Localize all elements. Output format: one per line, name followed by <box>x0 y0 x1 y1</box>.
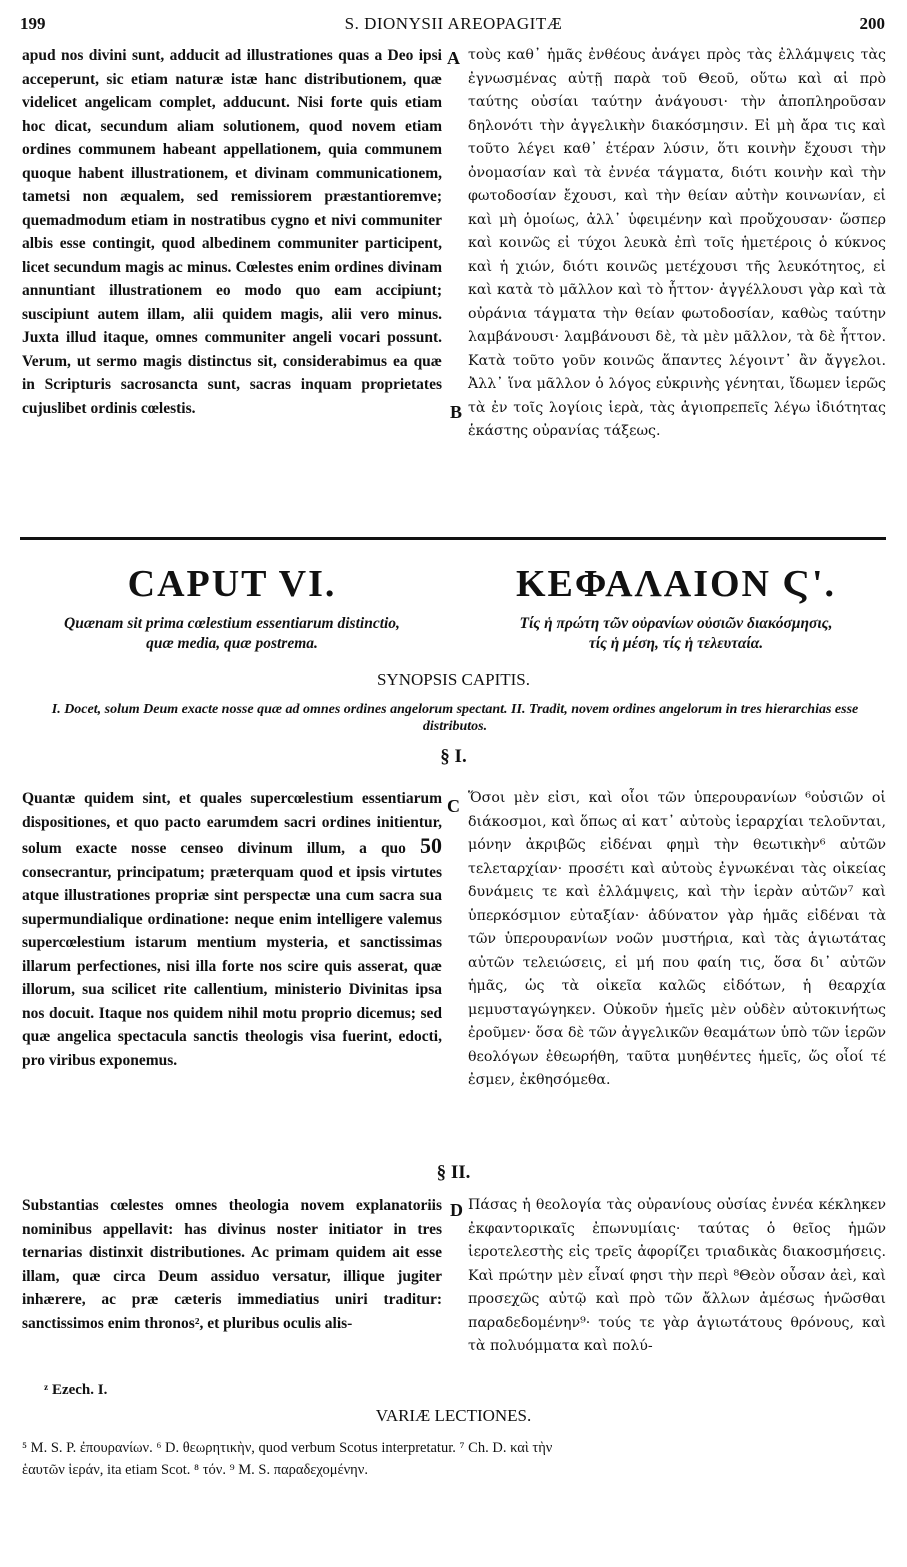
greek-chapter-subtitle-2: τίς ἡ μέση, τίς ἡ τελευταία. <box>588 635 764 652</box>
synopsis-text: I. Docet, solum Deum exacte nosse quæ ad omnes ordines angelorum spectant. II. Tradit, novem ordines angelorum in tres hierarchias esse distributos. <box>51 702 859 734</box>
latin-chapter-title: CAPUT VI. <box>127 563 337 605</box>
latin-section-ii: Substantias cœlestes omnes theologia novem explanatoriis nominibus appellavit: has divinus noster initiator in tres ternarias distinxit distributiones. Ac primam quidem ait esse illam, quæ circa Deum assiduo versatur, illique jugiter inhærere, ac præ cæteris immediatius uniri traditur: sanctissimos enim thronos², et pluribus oculis alis- <box>22 1197 442 1332</box>
footnote: ᶻ Ezech. I. <box>44 1382 108 1398</box>
section-ii-heading: § II. <box>436 1162 471 1183</box>
margin-marker-d: D <box>450 1200 463 1220</box>
variae-line-2: ἑαυτῶν ἱεράν, ita etiam Scot. ⁸ τόν. ⁹ M. S. παραδεχομένην. <box>22 1462 368 1478</box>
latin-continuation: apud nos divini sunt, adducit ad illustrationes quas a Deo ipsi acceperunt, sic etiam naturæ istæ hanc distributionem, quæ videlicet angelicam complet, adducunt. Nisi forte quis etiam hoc dicat, secundum aliam solutionem, quod novem etiam ordines communem habeant appellationem, quia communem quoque habent illustrationem, et divinam communicationem, tametsi non æqualem, sed remissiorem præstantioremve; quemadmodum etiam in nostratibus cygno et nivi communiter albis esse contingit, quod albedinem communiter participent, licet secundum magis ac minus. Cœlestes enim ordines divinam annuntiant illustrationem eo modo quo eam accipiunt; suscipiunt autem illam, alii quidem magis, alii vero minus. Juxta illud itaque, omnes communiter angeli vocari possunt. Verum, ut sermo magis distinctus sit, considerabimus ea quæ in Scripturis sacrosancta sunt, sacras inquam proprietates cujuslibet ordinis cœlestis. <box>22 47 442 417</box>
greek-continuation: τοὺς καθ᾽ ἡμᾶς ἐνθέους ἀνάγει πρὸς τὰς ἐλλάμψεις τὰς ἐγνωσμένας αὐτῇ παρὰ τοῦ Θεοῦ, οὕτω καὶ αἱ πρὸ ταύτης οὐσίαι ταύτην ἀνάγουσι· τὴν ἀποπληροῦσαν δηλονότι τὴν ἀγγελικὴν διακόσμησιν. Εἰ μὴ ἄρα τις καὶ τοῦτο λέγει καθ᾽ ἑτέραν λύσιν, ὅτι κοινὴν ἔχουσι τὴν ὀνομασίαν καὶ τὰ ἐννέα τάγματα, διότι κοινὴν καὶ τὴν φωτοδοσίαν ἔχουσι, καὶ τὴν θείαν αὐτὴν κοινωνίαν, εἰ καὶ μὴ ὁμοίως, ἀλλ᾽ ὑφειμένην καὶ προὔχουσαν· ὥσπερ καὶ κοινῶς εἰ τύχοι λευκὰ ἐπὶ τοῖς ἡμετέροις ὁ κύκνος καὶ ἡ χιών, διότι κοινῶς μετέχουσι τῆς λευκότητος, εἰ καὶ κατὰ τὸ μᾶλλον καὶ τὸ ἧττον· ἀγγέλλουσι γὰρ καὶ τὰ οὐράνια τάγματα τὴν θείαν φωτοδοσίαν, καθὼς ταύτην λαμβάνουσι· λαμβάνουσι δὲ, τὰ μὲν μᾶλλον, τὰ δὲ ἧττον. Κατὰ τοῦτο γοῦν κοινῶς ἅπαντες λέγοιντ᾽ ἂν ἄγγελοι. Ἀλλ᾽ ἵνα μᾶλλον ὁ λόγος εὐκρινὴς γένηται, ἴδωμεν ἱερῶς τὰ ἐν τοῖς λογίοις ἱερὰ, τὰς ἁγιοπρεπεῖς λέγω ἰδιότητας ἑκάστης οὐρανίας τάξεως. <box>468 47 886 439</box>
margin-marker-c: C <box>447 796 460 816</box>
greek-section-i: Ὅσοι μὲν εἰσι, καὶ οἷοι τῶν ὑπερουρανίων ⁶οὐσιῶν οἱ διάκοσμοι, καὶ ὅπως αἱ κατ᾽ αὐτοὺς ἱεραρχίαι τελοῦνται, μόνην ἀκριβῶς εἰδέναι φημὶ τὴν θεωτικὴν⁶ αὐτῶν τελεταρχίαν· προσέτι καὶ αὐτοὺς ἐγνωκέναι τὰς οἰκείας δυνάμεις τε καὶ ἐλλάμψεις, καὶ τὴν ἱερὰν αὐτῶν⁷ καὶ ὑπερκόσμιον εὐταξίαν· ἀδύνατον γὰρ ἡμᾶς εἰδέναι τὰ τῶν ὑπερουρανίων νοῶν μυστήρια, καὶ τὰς ἁγιωτάτας αὐτῶν τελειώσεις, εἰ μή που φαίη τις, ὅσα δι᾽ αὐτῶν ἡμᾶς, ὡς τὰ οἰκεῖα καλῶς εἰδότων, ἡ θεαρχία μεμυσταγώγηκεν. Οὐκοῦν ἡμεῖς μὲν οὐδὲν αὐτοκινήτως ἐροῦμεν· ὅσα δὲ τῶν ἀγγελικῶν θεαμάτων ὑπὸ τῶν ἱερῶν θεολόγων ἐθεωρήθη, ταῦτα μυηθέντες ἡμεῖς, ὥς οἷοί τέ ἐσμεν, ἐκθησόμεθα. <box>468 790 886 1088</box>
variae-heading: VARIÆ LECTIONES. <box>375 1406 532 1425</box>
synopsis-heading: SYNOPSIS CAPITIS. <box>376 670 531 689</box>
greek-chapter-subtitle-1: Τίς ἡ πρώτη τῶν οὐρανίων οὐσιῶν διακόσμησις, <box>519 615 833 632</box>
running-title: S. DIONYSII AREOPAGITÆ <box>344 14 563 33</box>
section-i-heading: § I. <box>440 746 467 767</box>
latin-chapter-subtitle-1: Quænam sit prima cœlestium essentiarum distinctio, <box>64 615 400 632</box>
chapter-rule <box>20 537 886 540</box>
latin-chapter-subtitle-2: quæ media, quæ postrema. <box>146 635 318 652</box>
greek-chapter-title: ΚΕΦΑΛΑΙΟΝ Ϛ'. <box>515 563 837 605</box>
greek-section-ii: Πάσας ἡ θεολογία τὰς οὐρανίους οὐσίας ἐννέα κέκληκεν ἐκφαντορικαῖς ἐπωνυμίαις· ταύτας ὁ θεῖος ἡμῶν ἱεροτελεστὴς εἰς τρεῖς ἀφορίζει τριαδικὰς διακοσμήσεις. Καὶ πρώτην μὲν εἶναί φησι τὴν περὶ ⁸Θεὸν οὖσαν ἀεὶ, καὶ προσεχῶς αὐτῷ καὶ πρὸ τῶν ἄλλων ἀμέσως ἡνῶσθαι παραδεδομένην⁹· τούς τε γὰρ ἁγιωτάτους θρόνους, καὶ τὰ πολυόμματα καὶ πολύ- <box>468 1197 886 1354</box>
page-number-left: 199 <box>20 14 46 33</box>
column-number: 50 <box>420 833 443 858</box>
margin-marker-a: A <box>447 48 460 68</box>
latin-section-i: Quantæ quidem sint, et quales supercœlestium essentiarum dispositiones, et quo pacto earumdem sacri ordines initientur, solum exacte nosse censeo divinum illum, a quo 50 consecrantur, principatum; præterquam quod et ipsis virtutes atque illustrationes propriæ sint perspectæ una cum sacra sua supermundialique ordinatione: neque enim intelligere valemus supercœlestium istarum mentium mysteria, et sanctissimas illarum perfectiones, nisi illa forte nos scire quis asserat, quæ illorum, sua scilicet rite callentium, ministerio Divinitas ipsa nos docuit. Itaque nos quidem nihil motu proprio dicemus; sed quæ angelica spectacula sanctis theologis visa fuerint, edocti, pro viribus exponemus. <box>22 790 443 1069</box>
running-header <box>0 14 907 40</box>
page-number-right: 200 <box>859 14 885 33</box>
margin-marker-b: B <box>450 402 463 422</box>
variae-line-1: ⁵ M. S. P. ἐπουρανίων. ⁶ D. θεωρητικὴν, quod verbum Scotus interpretatur. ⁷ Ch. D. καὶ τὴν <box>22 1440 553 1456</box>
